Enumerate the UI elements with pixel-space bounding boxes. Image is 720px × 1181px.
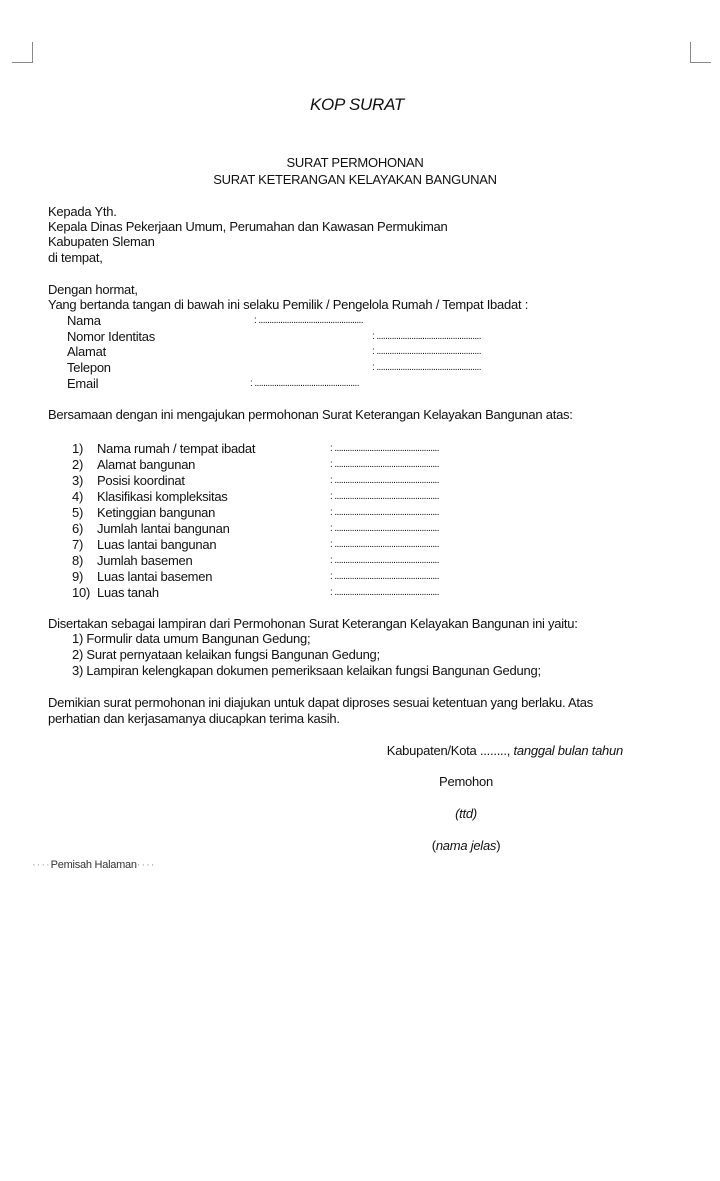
building-field-label: Jumlah basemen [97,553,193,568]
attachment-item: 2) Surat pernyataan kelaikan fungsi Bangunan Gedung; [72,647,380,662]
signature-place-date [387,743,623,759]
recipient-line: Kepala Dinas Pekerjaan Umum, Perumahan dan Kawasan Permukiman [48,219,448,234]
signature-place: Kabupaten/Kota ........, [386,743,511,758]
building-field-number: 3) [72,473,84,488]
signature-role: Pemohon [439,774,493,789]
building-field-number: 9) [72,569,84,584]
applicant-field-value: : ................................................ [250,378,359,389]
closing-line: Demikian surat permohonan ini diajukan untuk dapat diproses sesuai ketentuan yang berlaku. Atas [48,695,593,710]
applicant-field-label: Telepon [67,360,111,375]
attachment-item: 3) Lampiran kelengkapan dokumen pemeriksaan kelaikan fungsi Bangunan Gedung; [72,663,541,678]
recipient-line: di tempat, [48,250,103,265]
building-field-label: Ketinggian bangunan [97,505,216,520]
building-field-label: Alamat bangunan [97,457,196,472]
applicant-field-value: : ................................................ [372,362,481,373]
attachments-intro: Disertakan sebagai lampiran dari Permohonan Surat Keterangan Kelayakan Bangunan ini yaitu: [48,616,578,631]
applicant-field-value: : ................................................ [254,315,363,326]
applicant-field-value: : ................................................ [372,346,481,357]
building-field-number: 5) [72,505,84,520]
paren: ( [431,838,436,853]
applicant-field-label: Nomor Identitas [67,329,156,344]
corner-mark-right [690,42,691,63]
title-line-1: SURAT PERMOHONAN [286,155,424,170]
building-field-value: : ................................................ [330,539,439,550]
building-field-number: 1) [72,441,84,456]
building-field-value: : ................................................ [330,523,439,534]
building-field-value: : ................................................ [330,459,439,470]
building-field-number: 7) [72,537,84,552]
paren: ) [496,838,501,853]
greeting: Dengan hormat, [48,282,138,297]
closing-line: perhatian dan kerjasamanya diucapkan terima kasih. [48,711,340,726]
building-field-value: : ................................................ [330,571,439,582]
corner-mark-left [12,62,33,63]
recipient-line: Kabupaten Sleman [48,234,155,249]
applicant-field-label: Alamat [67,344,106,359]
title-line-2: SURAT KETERANGAN KELAYAKAN BANGUNAN [213,172,497,187]
building-field-number: 6) [72,521,84,536]
signature-name [432,838,501,854]
request-statement: Bersamaan dengan ini mengajukan permohonan Surat Keterangan Kelayakan Bangunan atas: [48,407,573,422]
intro: Yang bertanda tangan di bawah ini selaku Pemilik / Pengelola Rumah / Tempat Ibadat : [48,297,529,312]
recipient-line: Kepada Yth. [48,204,117,219]
signature-date: tanggal bulan tahun [513,743,623,758]
building-field-label: Nama rumah / tempat ibadat [97,441,256,456]
page-break-label: Pemisah Halaman [50,859,137,871]
building-field-value: : ................................................ [330,443,439,454]
building-field-number: 10) [72,585,91,600]
corner-mark-right [690,62,711,63]
building-field-value: : ................................................ [330,507,439,518]
building-field-value: : ................................................ [330,587,439,598]
building-field-number: 4) [72,489,84,504]
building-field-label: Klasifikasi kompleksitas [97,489,228,504]
building-field-label: Posisi koordinat [97,473,185,488]
page-break: ····Pemisah Halaman···· [32,859,156,871]
building-field-label: Luas lantai basemen [97,569,213,584]
letterhead: KOP SURAT [309,95,405,114]
signature-name-text: nama jelas [435,838,497,853]
building-field-value: : ................................................ [330,475,439,486]
building-field-number: 8) [72,553,84,568]
building-field-label: Jumlah lantai bangunan [97,521,230,536]
corner-mark-left [32,42,33,63]
applicant-field-label: Email [67,376,99,391]
building-field-value: : ................................................ [330,491,439,502]
signature-sign: (ttd) [455,806,477,821]
building-field-label: Luas tanah [97,585,159,600]
building-field-value: : ................................................ [330,555,439,566]
applicant-field-label: Nama [67,313,101,328]
building-field-label: Luas lantai bangunan [97,537,217,552]
applicant-field-value: : ................................................ [372,331,481,342]
building-field-number: 2) [72,457,84,472]
attachment-item: 1) Formulir data umum Bangunan Gedung; [72,631,311,646]
